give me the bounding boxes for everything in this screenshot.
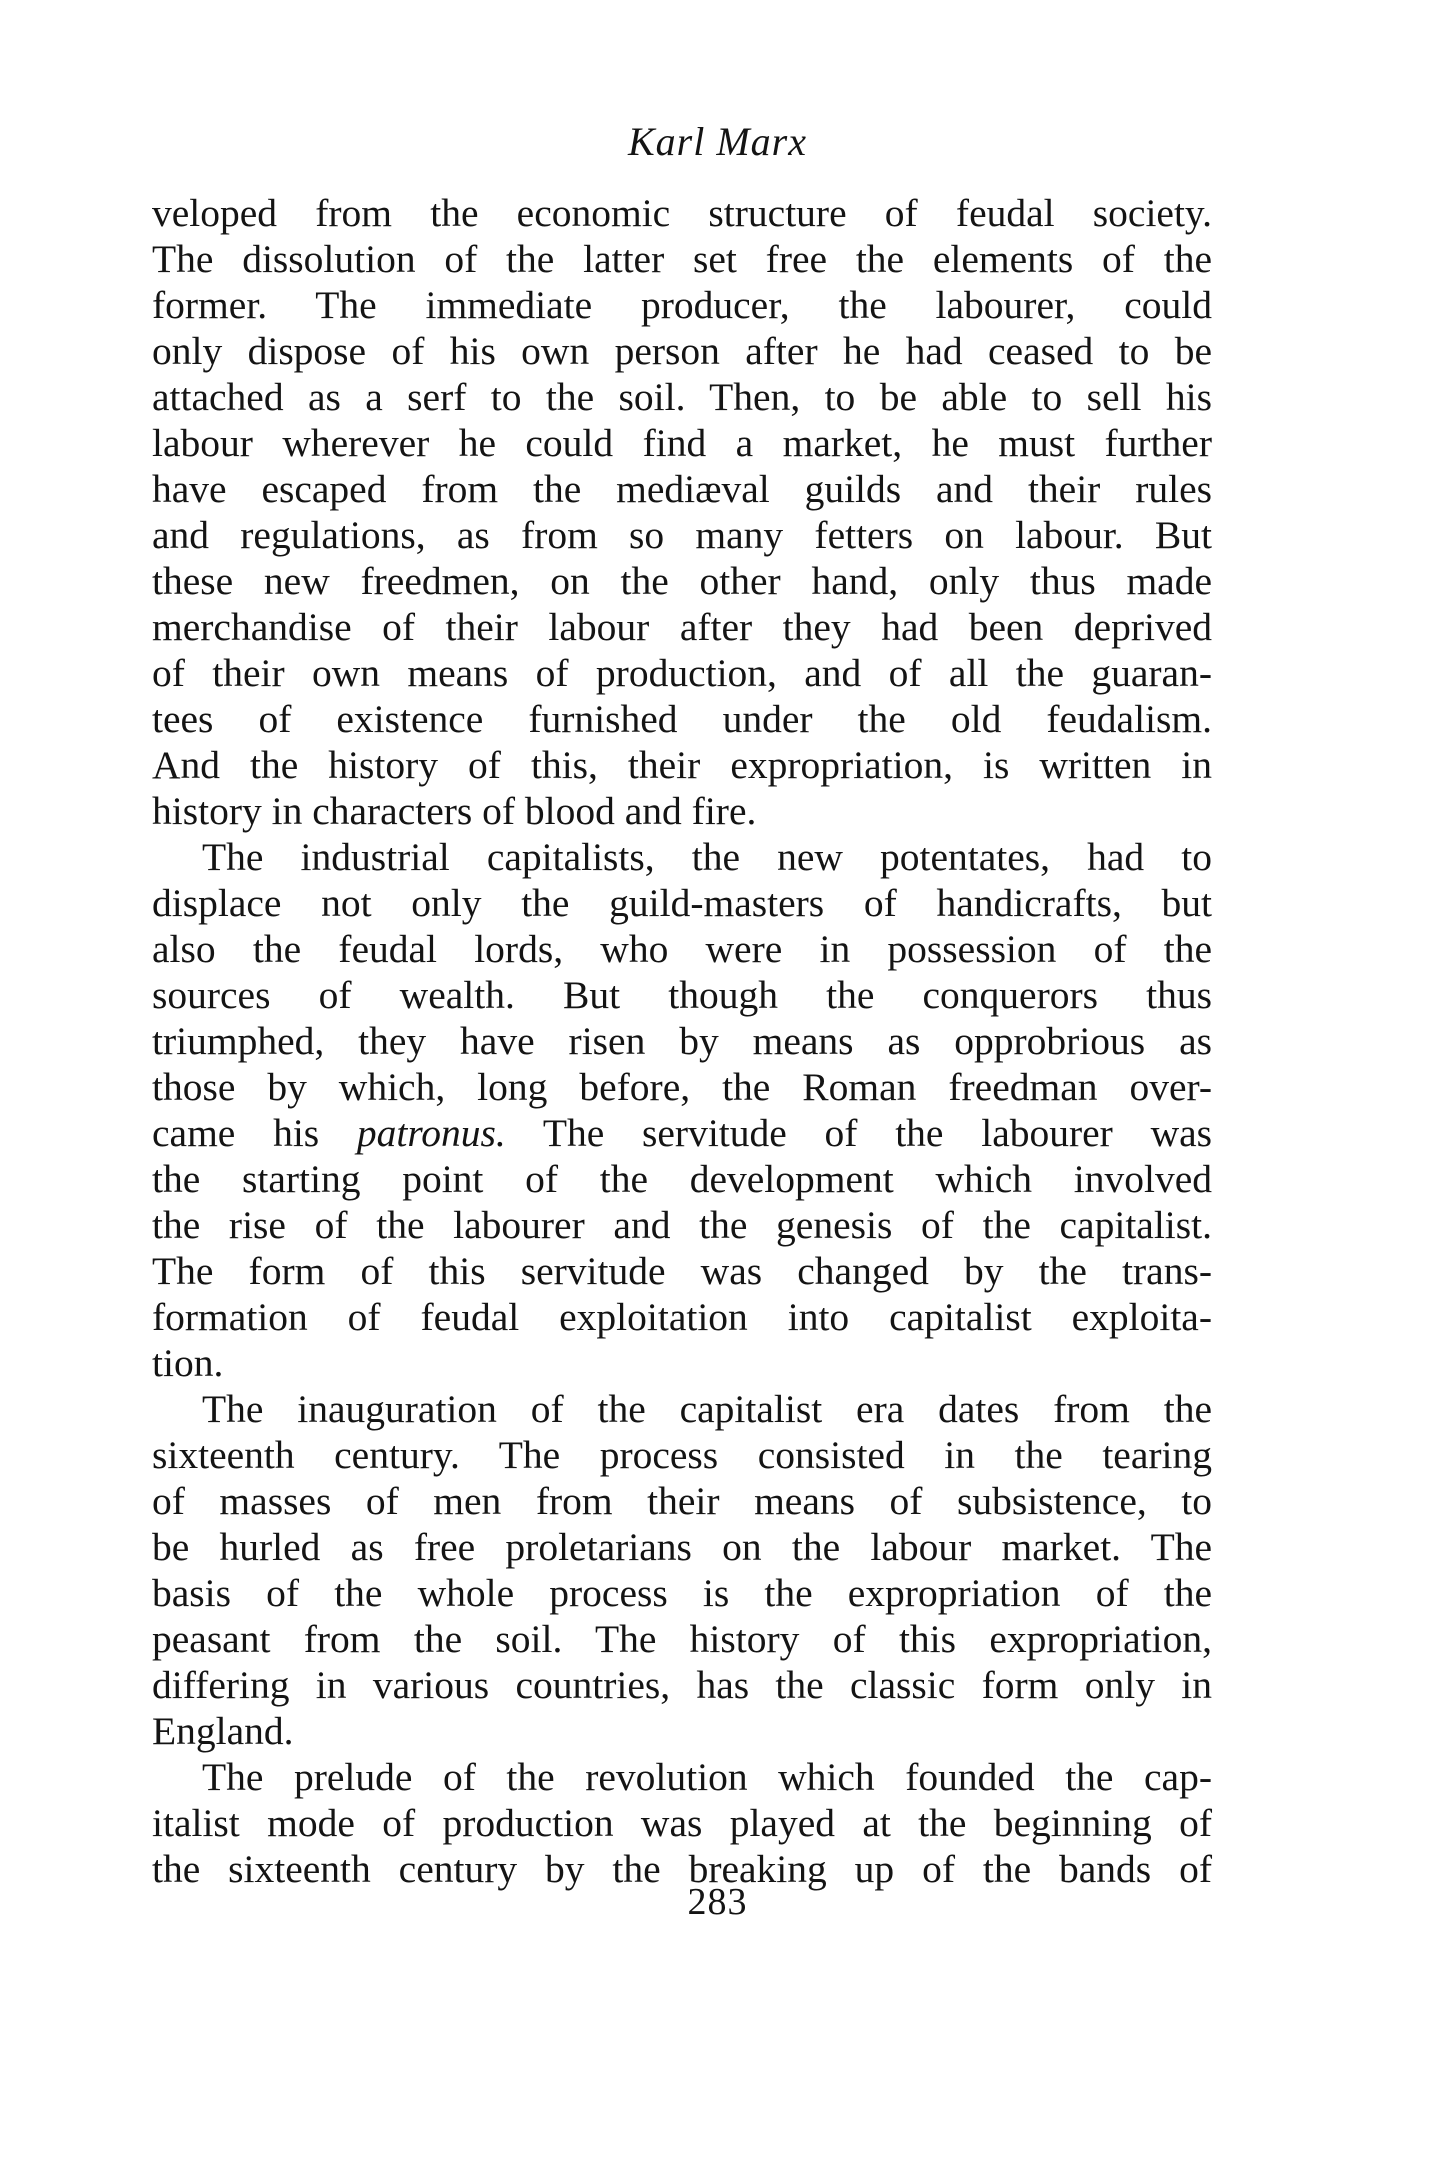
text-line: triumphed, they have risen by means as opprobrious as: [152, 1019, 1212, 1063]
page-number: 283: [687, 1881, 748, 1923]
running-head: Karl Marx: [628, 119, 807, 164]
text-line: merchandise of their labour after they had been deprived: [152, 605, 1212, 649]
text-line: labour wherever he could find a market, he must further: [152, 421, 1212, 465]
text-line: have escaped from the mediæval guilds and their rules: [152, 467, 1212, 511]
text-line: The dissolution of the latter set free the elements of the: [152, 237, 1212, 281]
text-line: displace not only the guild-masters of handicrafts, but: [152, 881, 1212, 925]
italic-term: patronus.: [356, 1111, 506, 1155]
text-line: former. The immediate producer, the labourer, could: [152, 283, 1212, 327]
text-line: history in characters of blood and fire.: [152, 789, 757, 833]
text-line: the rise of the labourer and the genesis of the capitalist.: [152, 1203, 1212, 1247]
text-run: The servitude of the labourer was: [505, 1111, 1212, 1155]
text-line: of masses of men from their means of subsistence, to: [152, 1479, 1212, 1523]
text-line: sources of wealth. But though the conquerors thus: [152, 973, 1212, 1017]
text-line: sixteenth century. The process consisted in the tearing: [152, 1433, 1212, 1477]
text-line: only dispose of his own person after he had ceased to be: [152, 329, 1212, 373]
text-line: the sixteenth century by the breaking up of the bands of: [152, 1847, 1212, 1891]
text-line: these new freedmen, on the other hand, only thus made: [152, 559, 1212, 603]
text-line: tees of existence furnished under the old feudalism.: [152, 697, 1212, 741]
text-run: came his: [152, 1111, 357, 1155]
text-line: those by which, long before, the Roman freedman over-: [152, 1065, 1212, 1109]
paragraph-start-line: The inauguration of the capitalist era dates from the: [202, 1387, 1212, 1431]
text-line: formation of feudal exploitation into capitalist exploita-: [152, 1295, 1212, 1339]
text-line: The form of this servitude was changed by the trans-: [152, 1249, 1212, 1293]
text-line: also the feudal lords, who were in possession of the: [152, 927, 1212, 971]
text-line-with-italic: [152, 1110, 1212, 1156]
text-line: England.: [152, 1709, 294, 1753]
text-line: basis of the whole process is the expropriation of the: [152, 1571, 1212, 1615]
text-line: veloped from the economic structure of feudal society.: [152, 191, 1212, 235]
paragraph-start-line: The prelude of the revolution which founded the cap-: [202, 1755, 1212, 1799]
text-line: of their own means of production, and of all the guaran-: [152, 651, 1212, 695]
text-line: italist mode of production was played at the beginning of: [152, 1801, 1212, 1845]
text-line: tion.: [152, 1341, 224, 1385]
paragraph-start-line: The industrial capitalists, the new potentates, had to: [202, 835, 1212, 879]
body-text: [152, 190, 1212, 1892]
text-line: differing in various countries, has the classic form only in: [152, 1663, 1212, 1707]
text-line: And the history of this, their expropriation, is written in: [152, 743, 1212, 787]
text-line: peasant from the soil. The history of this expropriation,: [152, 1617, 1212, 1661]
text-line: the starting point of the development which involved: [152, 1157, 1212, 1201]
text-line: be hurled as free proletarians on the labour market. The: [152, 1525, 1212, 1569]
text-line: attached as a serf to the soil. Then, to be able to sell his: [152, 375, 1212, 419]
text-line: and regulations, as from so many fetters on labour. But: [152, 513, 1212, 557]
